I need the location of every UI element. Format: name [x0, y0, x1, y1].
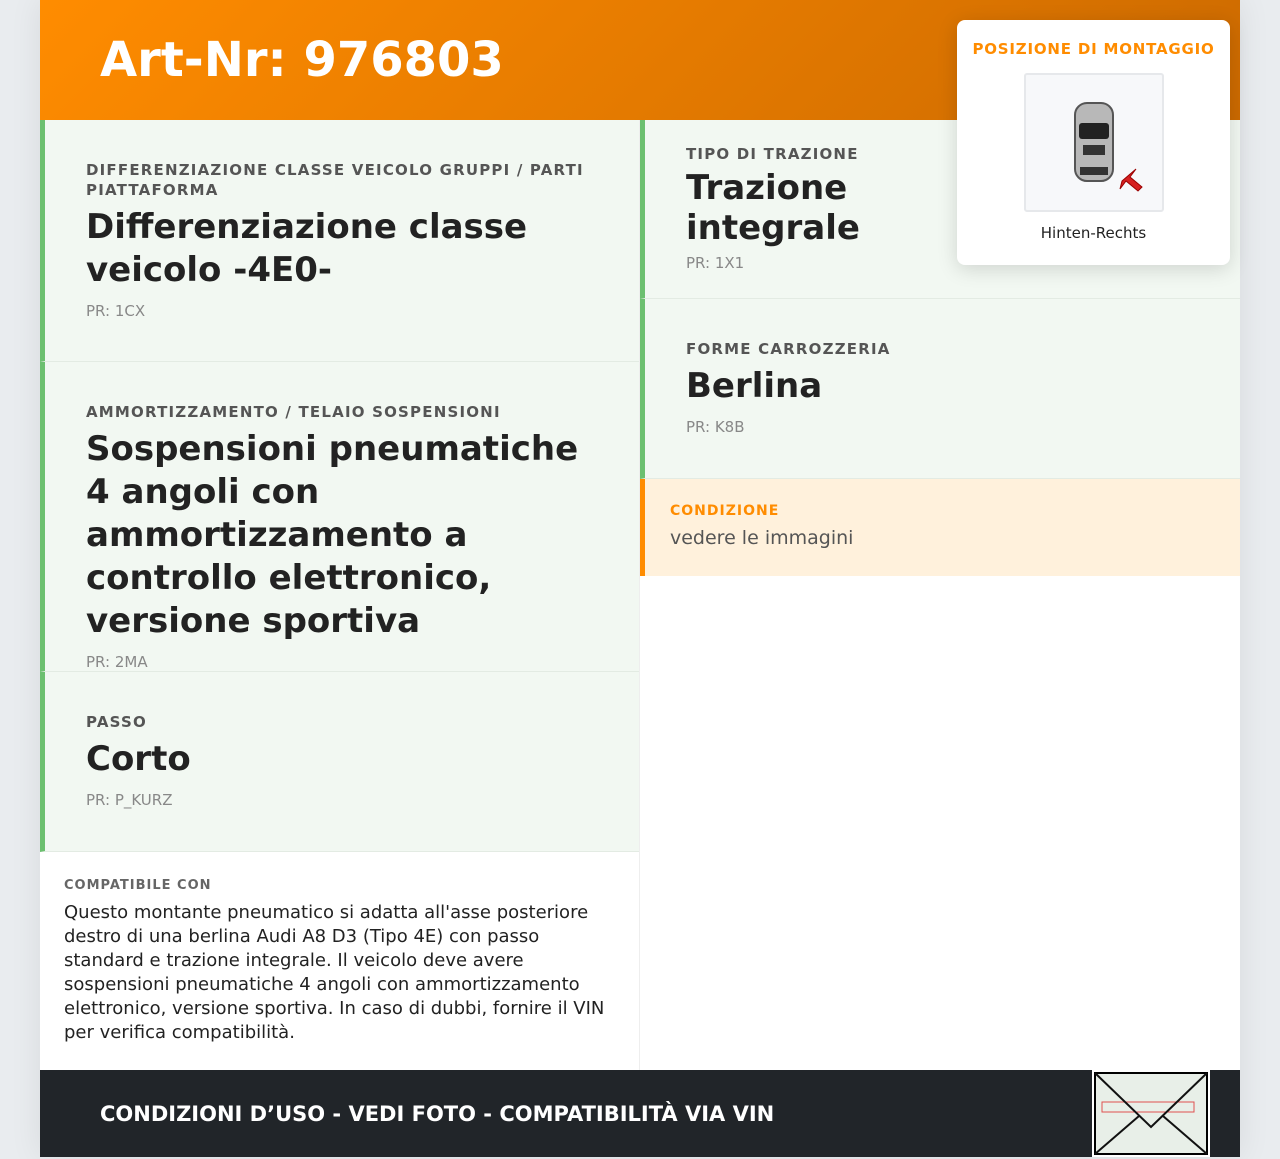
spec-card	[40, 120, 639, 362]
spec-value: Trazione integrale	[686, 168, 860, 248]
spec-pr-code: PR: 2MA	[86, 653, 148, 671]
spec-value: Berlina	[686, 366, 823, 406]
compat-text: Questo montante pneumatico si adatta all'asse posteriore destro di una berlina Audi A8 D3 (Tipo 4E) con passo standard e trazione integrale. Il veicolo deve avere sospensioni pneumatiche 4 angoli con ammortizzamento elettronico, versione sportiva. In caso di dubbi, fornire il VIN per verifica compatibilità.	[64, 902, 605, 1043]
spec-value: Sospensioni pneumatiche 4 angoli con ammortizzamento a controllo elettronico, versione sportiva	[86, 429, 579, 641]
left-column	[40, 120, 640, 1070]
car-top-view-icon	[1026, 75, 1162, 210]
spec-value: Corto	[86, 739, 191, 779]
spec-card	[40, 672, 639, 852]
vin-envelope-icon[interactable]	[1092, 1070, 1210, 1157]
spec-pr-code: PR: K8B	[686, 418, 745, 436]
position-caption: Hinten-Rechts	[1040, 224, 1147, 242]
spec-label: DIFFERENZIAZIONE CLASSE VEICOLO GRUPPI / PARTI PIATTAFORMA	[86, 161, 584, 199]
condition-label: CONDIZIONE	[670, 503, 780, 519]
mounting-position-popup	[957, 20, 1230, 265]
page-title: Art-Nr: 976803	[100, 32, 504, 88]
footer	[40, 1070, 1240, 1157]
spec-pr-code: PR: P_KURZ	[86, 791, 173, 809]
footer-text: CONDIZIONI D’USO - VEDI FOTO - COMPATIBILITÀ VIA VIN	[100, 1101, 775, 1126]
compatibility-section	[40, 852, 639, 1070]
spec-pr-code: PR: 1X1	[686, 254, 745, 272]
spec-card	[640, 299, 1240, 479]
condition-value: vedere le immagini	[670, 527, 854, 549]
spec-label: FORME CARROZZERIA	[686, 340, 891, 358]
car-position-image	[1024, 73, 1164, 212]
spec-card	[40, 362, 639, 672]
condition-box	[640, 479, 1240, 576]
spec-label: TIPO DI TRAZIONE	[686, 145, 859, 163]
spec-value: Differenziazione classe veicolo -4E0-	[86, 207, 528, 290]
compat-label: COMPATIBILE CON	[64, 878, 212, 893]
spec-label: AMMORTIZZAMENTO / TELAIO SOSPENSIONI	[86, 403, 501, 421]
spec-label: PASSO	[86, 713, 147, 731]
popup-title: POSIZIONE DI MONTAGGIO	[972, 40, 1215, 58]
spec-pr-code: PR: 1CX	[86, 302, 146, 320]
